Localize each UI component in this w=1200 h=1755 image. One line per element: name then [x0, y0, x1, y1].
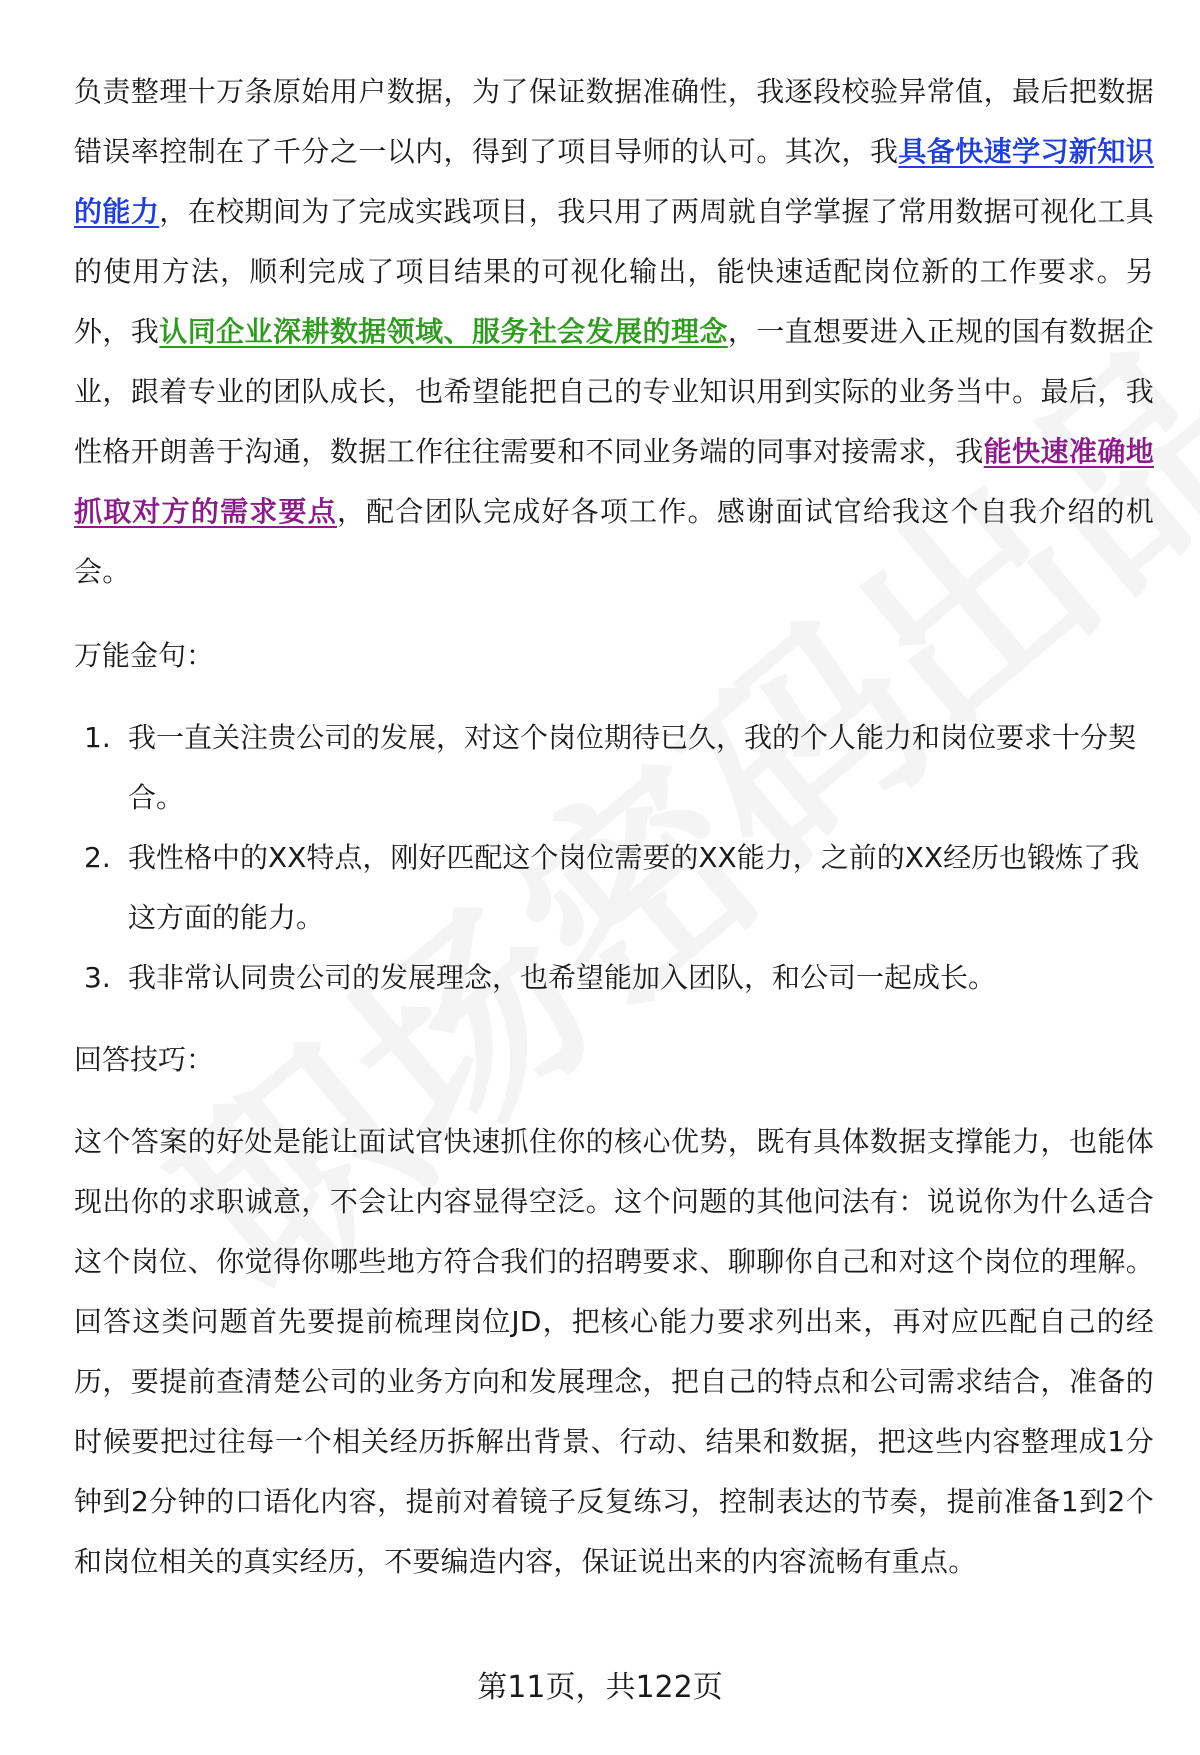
- tips-paragraph: 这个答案的好处是能让面试官快速抓住你的核心优势，既有具体数据支撑能力，也能体现出你的求职诚意，不会让内容显得空泛。这个问题的其他问法有：说说你为什么适合这个岗位、你觉得你哪些地方符合我们的招聘要求、聊聊你自己和对这个岗位的理解。回答这类问题首先要提前梳理岗位JD，把核心能力要求列出来，再对应匹配自己的经历，要提前查清楚公司的业务方向和发展理念，把自己的特点和公司需求结合，准备的时候要把过往每一个相关经历拆解出背景、行动、结果和数据，把这些内容整理成1分钟到2分钟的口语化内容，提前对着镜子反复练习，控制表达的节奏，提前准备1到2个和岗位相关的真实经历，不要编造内容，保证说出来的内容流畅有重点。: [74, 1125, 1154, 1578]
- intro-text-4: ，配合团队完成好各项工作。感谢面试官给我这个自我介绍的机会。: [74, 495, 1154, 588]
- list-item-number: 2.: [84, 841, 111, 874]
- page-footer: 第11页，共122页: [477, 1670, 723, 1705]
- highlight-communication: 能快速准确地抓取对方的需求要点: [74, 435, 1155, 528]
- list-item: [74, 948, 1154, 1008]
- phrases-list: [74, 708, 1154, 1008]
- list-item-text: 我非常认同贵公司的发展理念，也希望能加入团队，和公司一起成长。: [128, 961, 997, 994]
- intro-text-3: ，一直想要进入正规的国有数据企业，跟着专业的团队成长，也希望能把自己的专业知识用到实际的业务当中。最后，我性格开朗善于沟通，数据工作往往需要和不同业务端的同事对接需求，我: [74, 315, 1154, 468]
- intro-paragraph: [74, 62, 1154, 602]
- intro-text-1: 负责整理十万条原始用户数据，为了保证数据准确性，我逐段校验异常值，最后把数据错误率控制在了千分之一以内，得到了项目导师的认可。其次，我: [74, 75, 1154, 168]
- tips-label: 回答技巧：: [74, 1043, 215, 1076]
- document-page: [74, 62, 1154, 1592]
- intro-text-2: ，在校期间为了完成实践项目，我只用了两周就自学掌握了常用数据可视化工具的使用方法，顺利完成了项目结果的可视化输出，能快速适配岗位新的工作要求。另外，我: [74, 195, 1154, 348]
- highlight-learning-ability: 具备快速学习新知识的能力: [74, 135, 1154, 228]
- list-item-text: 我性格中的XX特点，刚好匹配这个岗位需要的XX能力，之前的XX经历也锻炼了我这方面的能力。: [128, 841, 1140, 934]
- list-item: [74, 708, 1154, 828]
- list-item-number: 1.: [84, 721, 111, 754]
- list-item-text: 我一直关注贵公司的发展，对这个岗位期待已久，我的个人能力和岗位要求十分契合。: [128, 721, 1137, 814]
- phrases-label: 万能金句：: [74, 639, 215, 672]
- list-item-number: 3.: [84, 961, 111, 994]
- list-item: [74, 828, 1154, 948]
- highlight-company-values: 认同企业深耕数据领域、服务社会发展的理念: [159, 315, 728, 348]
